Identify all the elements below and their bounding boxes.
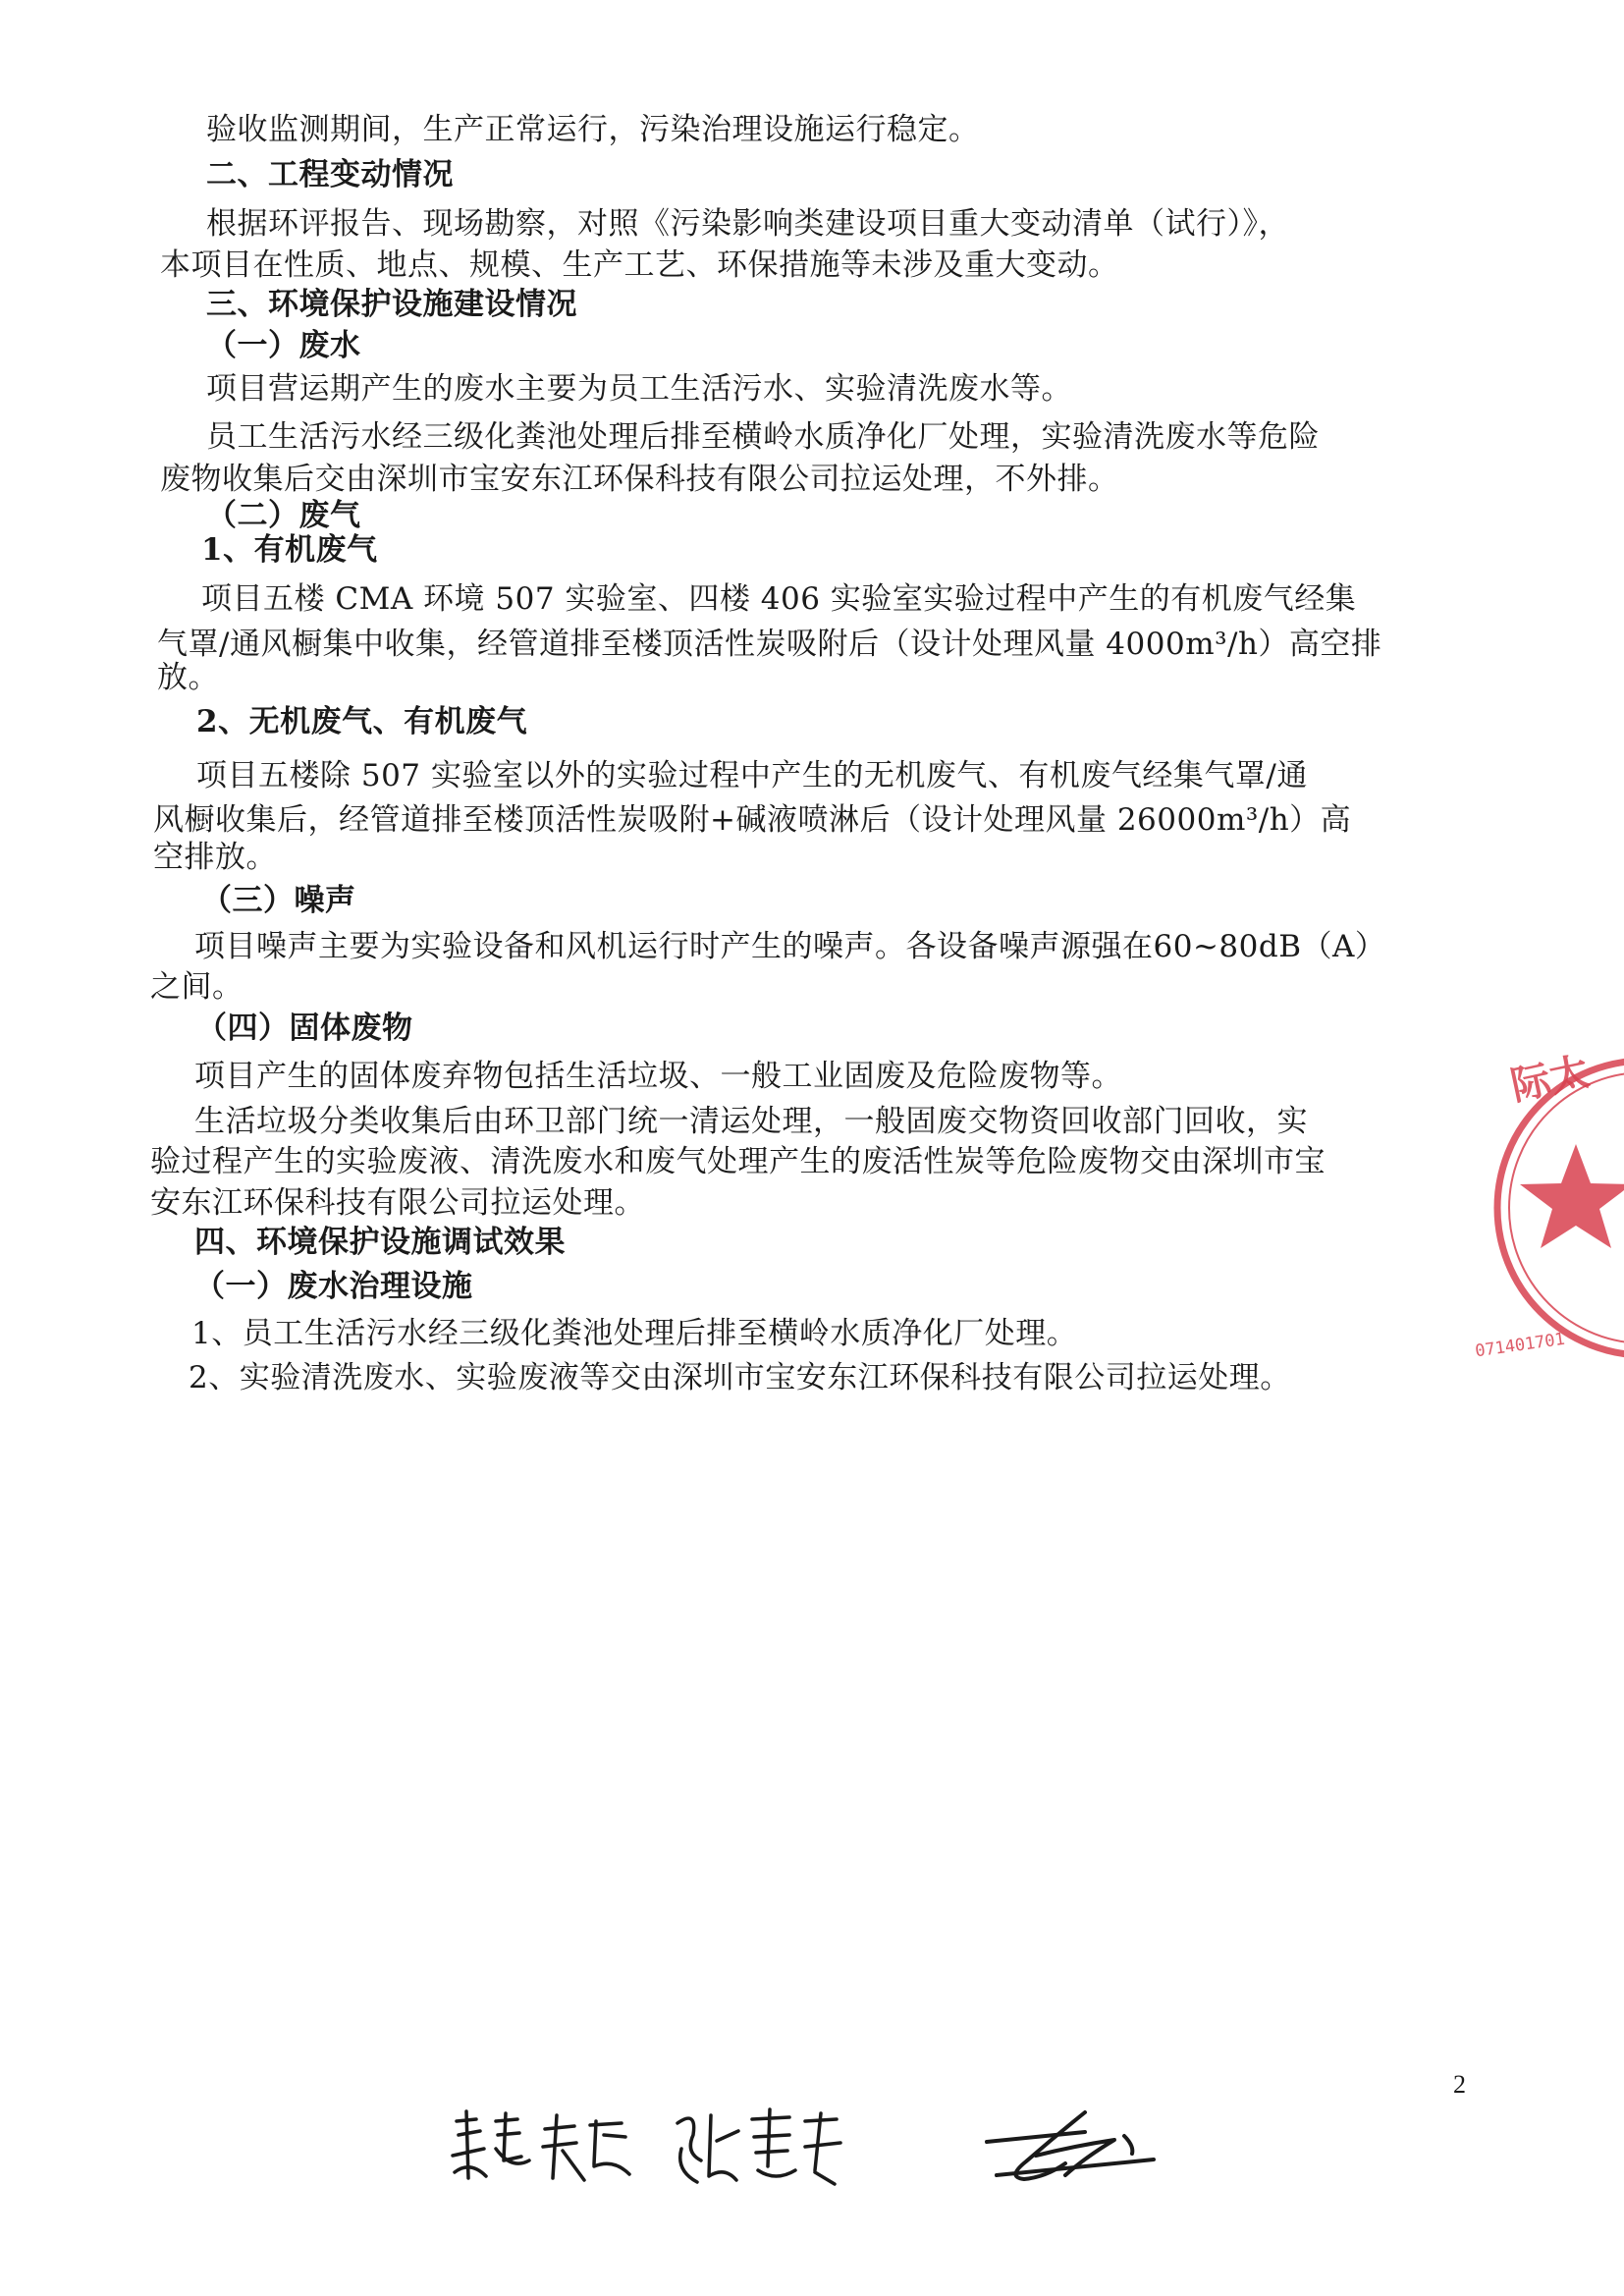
seal-number-text: 071401701	[1474, 1329, 1567, 1362]
text-line: 1、员工生活污水经三级化粪池处理后排至横岭水质净化厂处理。	[191, 1316, 1078, 1351]
text-line: 员工生活污水经三级化粪池处理后排至横岭水质净化厂处理，实验清洗废水等危险	[206, 419, 1320, 455]
company-seal	[1463, 1031, 1624, 1385]
section-heading: 二、工程变动情况	[206, 157, 454, 192]
text-line: 根据环评报告、现场勘察，对照《污染影响类建设项目重大变动清单（试行）》，	[206, 206, 1289, 242]
signature-3	[967, 2106, 1164, 2195]
text-line: 项目五楼除 507 实验室以外的实验过程中产生的无机废气、有机废气经集气罩/通	[196, 758, 1308, 793]
signature-2	[668, 2102, 844, 2190]
text-line: 之间。	[150, 969, 244, 1005]
subsection-heading: 1、有机废气	[201, 532, 378, 568]
text-line: 验收监测期间，生产正常运行，污染治理设施运行稳定。	[206, 112, 980, 147]
section-heading: 四、环境保护设施调试效果	[194, 1225, 566, 1260]
section-heading: 三、环境保护设施建设情况	[206, 287, 577, 322]
subsection-heading: （二）废气	[206, 498, 361, 533]
signature-1	[447, 2102, 633, 2190]
seal-name-text: 际太	[1506, 1048, 1594, 1110]
subsection-heading: 2、无机废气、有机废气	[196, 704, 528, 739]
subsection-heading: （一）废水	[206, 328, 361, 363]
text-line: 项目五楼 CMA 环境 507 实验室、四楼 406 实验室实验过程中产生的有机废气经集	[201, 581, 1357, 617]
text-line: 项目营运期产生的废水主要为员工生活污水、实验清洗废水等。	[206, 371, 1072, 407]
text-line: 生活垃圾分类收集后由环卫部门统一清运处理，一般固废交物资回收部门回收，实	[194, 1104, 1308, 1139]
text-line: 废物收集后交由深圳市宝安东江环保科技有限公司拉运处理，不外排。	[160, 462, 1119, 497]
text-line: 气罩/通风橱集中收集，经管道排至楼顶活性炭吸附后（设计处理风量 4000m³/h）高空排	[157, 627, 1382, 662]
text-line: 验过程产生的实验废液、清洗废水和废气处理产生的废活性炭等危险废物交由深圳市宝	[150, 1144, 1326, 1179]
text-line: 放。	[157, 660, 219, 695]
subsection-heading: （四）固体废物	[196, 1011, 413, 1046]
subsection-heading: （三）噪声	[201, 883, 356, 918]
text-line: 2、实验清洗废水、实验废液等交由深圳市宝安东江环保科技有限公司拉运处理。	[189, 1360, 1291, 1395]
text-line: 风橱收集后，经管道排至楼顶活性炭吸附+碱液喷淋后（设计处理风量 26000m³/h）高	[153, 802, 1352, 838]
text-line: 安东江环保科技有限公司拉运处理。	[150, 1185, 645, 1221]
text-line: 空排放。	[153, 840, 277, 875]
text-line: 本项目在性质、地点、规模、生产工艺、环保措施等未涉及重大变动。	[160, 247, 1119, 283]
text-line: 项目产生的固体废弃物包括生活垃圾、一般工业固废及危险废物等。	[194, 1059, 1122, 1094]
seal-star-icon	[1520, 1144, 1624, 1248]
subsection-heading: （一）废水治理设施	[194, 1269, 473, 1304]
page-number: 2	[1453, 2070, 1466, 2099]
text-line: 项目噪声主要为实验设备和风机运行时产生的噪声。各设备噪声源强在60~80dB（A）	[194, 929, 1386, 964]
